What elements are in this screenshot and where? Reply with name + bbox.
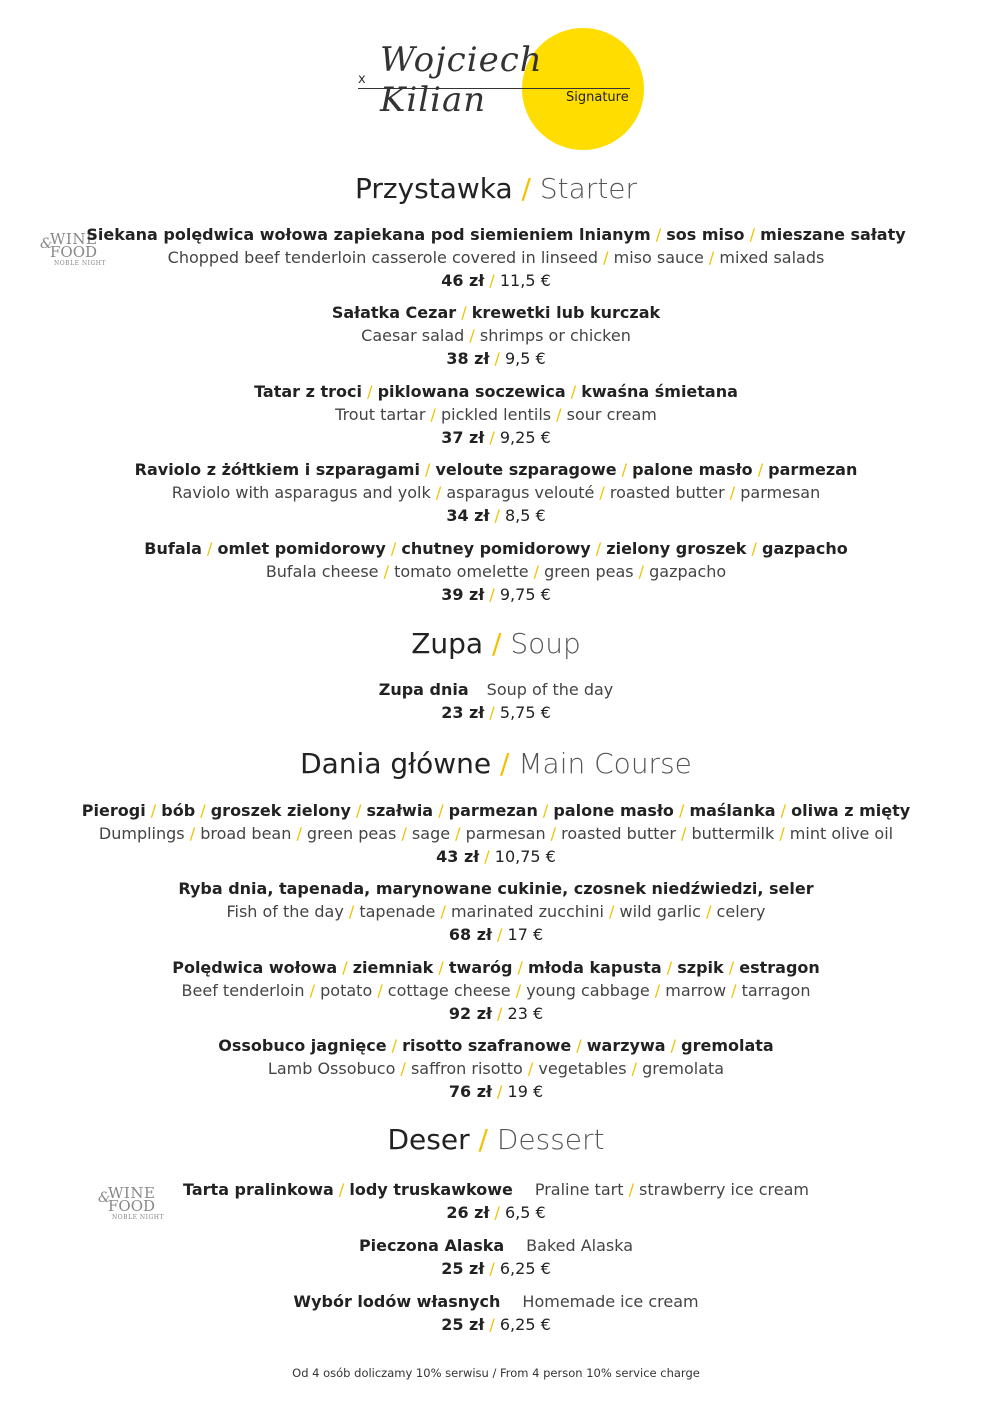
separator-slash: / xyxy=(590,539,607,558)
separator-slash: / xyxy=(528,562,545,581)
dish-name-pl: młoda kapusta xyxy=(528,958,662,977)
dish-name-en: asparagus velouté xyxy=(446,483,595,502)
dish-name-en: shrimps or chicken xyxy=(479,326,631,345)
separator-slash: / xyxy=(145,801,162,820)
dish-price: 34 zł / 8,5 € xyxy=(446,506,546,525)
dish-name-en: roasted butter xyxy=(561,824,676,843)
dish-name-en: Fish of the day xyxy=(226,902,344,921)
separator-slash: / xyxy=(362,382,378,401)
dish-name-pl: parmezan xyxy=(448,801,538,820)
separator-slash: / xyxy=(425,405,441,424)
dish-name-pl: Ryba dnia, tapenada, marynowane cukinie, czosnek niedźwiedzi, seler xyxy=(178,879,814,898)
dish-name-pl: oliwa z mięty xyxy=(791,801,911,820)
menu-item xyxy=(0,380,992,449)
dish-name-pl: omlet pomidorowy xyxy=(217,539,386,558)
dish-name-en: Raviolo with asparagus and yolk xyxy=(171,483,431,502)
separator-slash: / xyxy=(333,1180,350,1199)
separator-slash: / xyxy=(510,981,527,1000)
dish-name-pl: parmezan xyxy=(768,460,858,479)
dish-price: 43 zł / 10,75 € xyxy=(436,847,556,866)
dish-name-pl: risotto szafranowe xyxy=(402,1036,572,1055)
dish-name-en: Baked Alaska xyxy=(526,1236,634,1255)
dish-name-en: Chopped beef tenderloin casserole covered in linseed xyxy=(167,248,599,267)
separator-slash: / xyxy=(775,801,792,820)
dish-name-en: mixed salads xyxy=(719,248,825,267)
menu-item xyxy=(0,458,992,527)
dish-name-en: Lamb Ossobuco xyxy=(267,1059,396,1078)
separator-slash: / xyxy=(378,562,395,581)
separator-slash: / xyxy=(565,382,582,401)
dish-name-en: gazpacho xyxy=(649,562,727,581)
dish-name-pl: palone masło xyxy=(553,801,674,820)
dish-name-en: marinated zucchini xyxy=(450,902,604,921)
wine-food-badge: WINE & FOOD NOBLE NIGHT xyxy=(98,1184,164,1221)
separator-slash: / xyxy=(464,326,480,345)
dish-name-pl: estragon xyxy=(739,958,820,977)
separator-slash: / xyxy=(395,1059,411,1078)
separator-slash: / xyxy=(291,824,307,843)
menu-item xyxy=(0,301,992,370)
separator-slash: / xyxy=(673,801,690,820)
separator-slash: / xyxy=(650,225,667,244)
separator-slash: / xyxy=(746,539,763,558)
dish-price: 68 zł / 17 € xyxy=(448,925,544,944)
separator-slash: / xyxy=(435,902,451,921)
dish-name-en: parmesan xyxy=(740,483,821,502)
dish-name-en: tarragon xyxy=(741,981,811,1000)
restaurant-logo xyxy=(350,22,660,157)
separator-slash: / xyxy=(350,801,367,820)
dish-name-en: Beef tenderloin xyxy=(181,981,305,1000)
separator-slash: / xyxy=(450,824,466,843)
separator-slash: / xyxy=(700,902,717,921)
separator-slash: / xyxy=(195,801,211,820)
dish-name-pl: Polędwica wołowa xyxy=(172,958,338,977)
dish-name-pl: Siekana polędwica wołowa zapiekana pod siemieniem lnianym xyxy=(86,225,651,244)
separator-slash: / xyxy=(343,902,360,921)
dish-name-pl: mieszane sałaty xyxy=(760,225,906,244)
dish-price: 25 zł / 6,25 € xyxy=(441,1315,551,1334)
dish-name-en: tapenade xyxy=(359,902,436,921)
logo-name: Wojciech Kilian xyxy=(380,40,543,120)
dish-name-pl: Sałatka Cezar xyxy=(331,303,457,322)
dish-name-pl: krewetki lub kurczak xyxy=(471,303,661,322)
dish-name-en: Bufala cheese xyxy=(265,562,379,581)
menu-item xyxy=(0,537,992,606)
separator-slash: / xyxy=(385,539,402,558)
dish-name-pl: Raviolo z żółtkiem i szparagami xyxy=(134,460,420,479)
dish-name-pl: gremolata xyxy=(681,1036,774,1055)
dish-name-pl: szpik xyxy=(677,958,724,977)
separator-slash: / xyxy=(571,1036,587,1055)
dish-name-en: saffron risotto xyxy=(410,1059,523,1078)
separator-slash: / xyxy=(545,824,562,843)
dish-name-pl: maślanka xyxy=(689,801,776,820)
dish-name-en: broad bean xyxy=(200,824,292,843)
section-heading-dessert: Deser / Dessert xyxy=(387,1123,605,1156)
separator-slash: / xyxy=(703,248,720,267)
separator-slash: / xyxy=(649,981,666,1000)
dish-name-en: green peas xyxy=(306,824,397,843)
separator-slash: / xyxy=(594,483,610,502)
menu-item xyxy=(0,1178,992,1224)
separator-slash: / xyxy=(184,824,201,843)
dish-name-en: roasted butter xyxy=(609,483,725,502)
dish-name-en: pickled lentils xyxy=(440,405,552,424)
dish-name-pl: kwaśna śmietana xyxy=(581,382,738,401)
dish-name-en: vegetables xyxy=(538,1059,627,1078)
dish-name-pl: zielony groszek xyxy=(606,539,747,558)
dish-name-pl: sos miso xyxy=(666,225,745,244)
dish-name-pl: warzywa xyxy=(586,1036,666,1055)
dish-name-pl: ziemniak xyxy=(352,958,434,977)
dish-price: 46 zł / 11,5 € xyxy=(441,271,551,290)
separator-slash: / xyxy=(512,958,529,977)
separator-slash: / xyxy=(430,483,447,502)
menu-item xyxy=(0,1290,992,1336)
dish-name-en: sour cream xyxy=(566,405,657,424)
menu-item xyxy=(0,956,992,1025)
dish-price: 38 zł / 9,5 € xyxy=(446,349,546,368)
dish-name-en: marrow xyxy=(665,981,727,1000)
dish-price: 25 zł / 6,25 € xyxy=(441,1259,551,1278)
separator-slash: / xyxy=(456,303,472,322)
service-charge-note: Od 4 osób doliczamy 10% serwisu / From 4 person 10% service charge xyxy=(292,1366,700,1380)
separator-slash: / xyxy=(522,1059,539,1078)
dish-name-en: wild garlic xyxy=(619,902,701,921)
dish-name-pl: szałwia xyxy=(366,801,434,820)
separator-slash: / xyxy=(304,981,321,1000)
separator-slash: / xyxy=(616,460,633,479)
dish-name-pl: chutney pomidorowy xyxy=(401,539,591,558)
dish-name-en: Homemade ice cream xyxy=(522,1292,699,1311)
dish-name-pl: Pierogi xyxy=(81,801,146,820)
separator-slash: / xyxy=(419,460,436,479)
separator-slash: / xyxy=(537,801,554,820)
dish-name-en: tomato omelette xyxy=(394,562,529,581)
dish-price: 26 zł / 6,5 € xyxy=(446,1203,546,1222)
dish-name-pl: lody truskawkowe xyxy=(349,1180,513,1199)
dish-name-en: potato xyxy=(320,981,373,1000)
separator-slash: / xyxy=(675,824,692,843)
dish-name-en: Trout tartar xyxy=(335,405,426,424)
dish-name-pl: Ossobuco jagnięce xyxy=(218,1036,387,1055)
dish-name-pl: groszek zielony xyxy=(210,801,351,820)
separator-slash: / xyxy=(724,483,741,502)
separator-slash: / xyxy=(633,562,650,581)
dish-price: 76 zł / 19 € xyxy=(448,1082,544,1101)
separator-slash: / xyxy=(774,824,790,843)
dish-name-pl: Wybór lodów własnych xyxy=(293,1292,501,1311)
dish-price: 92 zł / 23 € xyxy=(448,1004,544,1023)
dish-price: 37 zł / 9,25 € xyxy=(441,428,551,447)
separator-slash: / xyxy=(744,225,761,244)
separator-slash: / xyxy=(726,981,742,1000)
dish-name-pl: Tarta pralinkowa xyxy=(183,1180,334,1199)
menu-item xyxy=(0,877,992,946)
separator-slash: / xyxy=(433,958,449,977)
section-heading-soup: Zupa / Soup xyxy=(411,627,581,660)
section-heading-starter: Przystawka / Starter xyxy=(354,172,638,205)
dish-name-pl: palone masło xyxy=(632,460,753,479)
separator-slash: / xyxy=(372,981,388,1000)
dish-name-en: gremolata xyxy=(642,1059,725,1078)
menu-item xyxy=(0,223,992,292)
dish-name-pl: bób xyxy=(161,801,196,820)
dish-name-en: mint olive oil xyxy=(789,824,894,843)
separator-slash: / xyxy=(661,958,678,977)
separator-slash: / xyxy=(626,1059,643,1078)
dish-name-pl: veloute szparagowe xyxy=(435,460,617,479)
dish-price: 39 zł / 9,75 € xyxy=(441,585,551,604)
dish-name-en: Dumplings xyxy=(98,824,185,843)
separator-slash: / xyxy=(396,824,412,843)
dish-name-en: Praline tart xyxy=(534,1180,624,1199)
separator-slash: / xyxy=(386,1036,403,1055)
dish-name-en: Caesar salad xyxy=(361,326,465,345)
dish-name-en: sage xyxy=(411,824,451,843)
dish-name-en: celery xyxy=(716,902,766,921)
separator-slash: / xyxy=(337,958,353,977)
menu-item xyxy=(0,799,992,868)
separator-slash: / xyxy=(551,405,567,424)
dish-name-en: strawberry ice cream xyxy=(639,1180,809,1199)
separator-slash: / xyxy=(723,958,740,977)
dish-name-pl: Pieczona Alaska xyxy=(358,1236,505,1255)
dish-name-pl: Tatar z troci xyxy=(254,382,363,401)
dish-name-pl: twaróg xyxy=(448,958,513,977)
separator-slash: / xyxy=(665,1036,682,1055)
wine-food-badge: WINE & FOOD NOBLE NIGHT xyxy=(40,230,106,267)
dish-name-pl: gazpacho xyxy=(762,539,848,558)
menu-item xyxy=(0,1234,992,1280)
separator-slash: / xyxy=(598,248,614,267)
separator-slash: / xyxy=(603,902,620,921)
dish-name-en: green peas xyxy=(544,562,634,581)
separator-slash: / xyxy=(623,1180,640,1199)
logo-signature: Signature xyxy=(566,90,629,105)
dish-name-en: parmesan xyxy=(465,824,546,843)
separator-slash: / xyxy=(433,801,449,820)
separator-slash: / xyxy=(752,460,769,479)
logo-mark: x xyxy=(358,72,366,87)
menu-item: Zupa dnia Soup of the day 23 zł / 5,75 € xyxy=(378,680,614,722)
section-heading-main: Dania główne / Main Course xyxy=(300,747,692,780)
dish-name-en: cottage cheese xyxy=(387,981,511,1000)
dish-name-en: miso sauce xyxy=(613,248,704,267)
dish-name-pl: piklowana soczewica xyxy=(377,382,566,401)
separator-slash: / xyxy=(201,539,218,558)
dish-name-en: buttermilk xyxy=(691,824,775,843)
dish-name-pl: Bufala xyxy=(144,539,202,558)
dish-name-en: young cabbage xyxy=(526,981,650,1000)
menu-item xyxy=(0,1034,992,1103)
